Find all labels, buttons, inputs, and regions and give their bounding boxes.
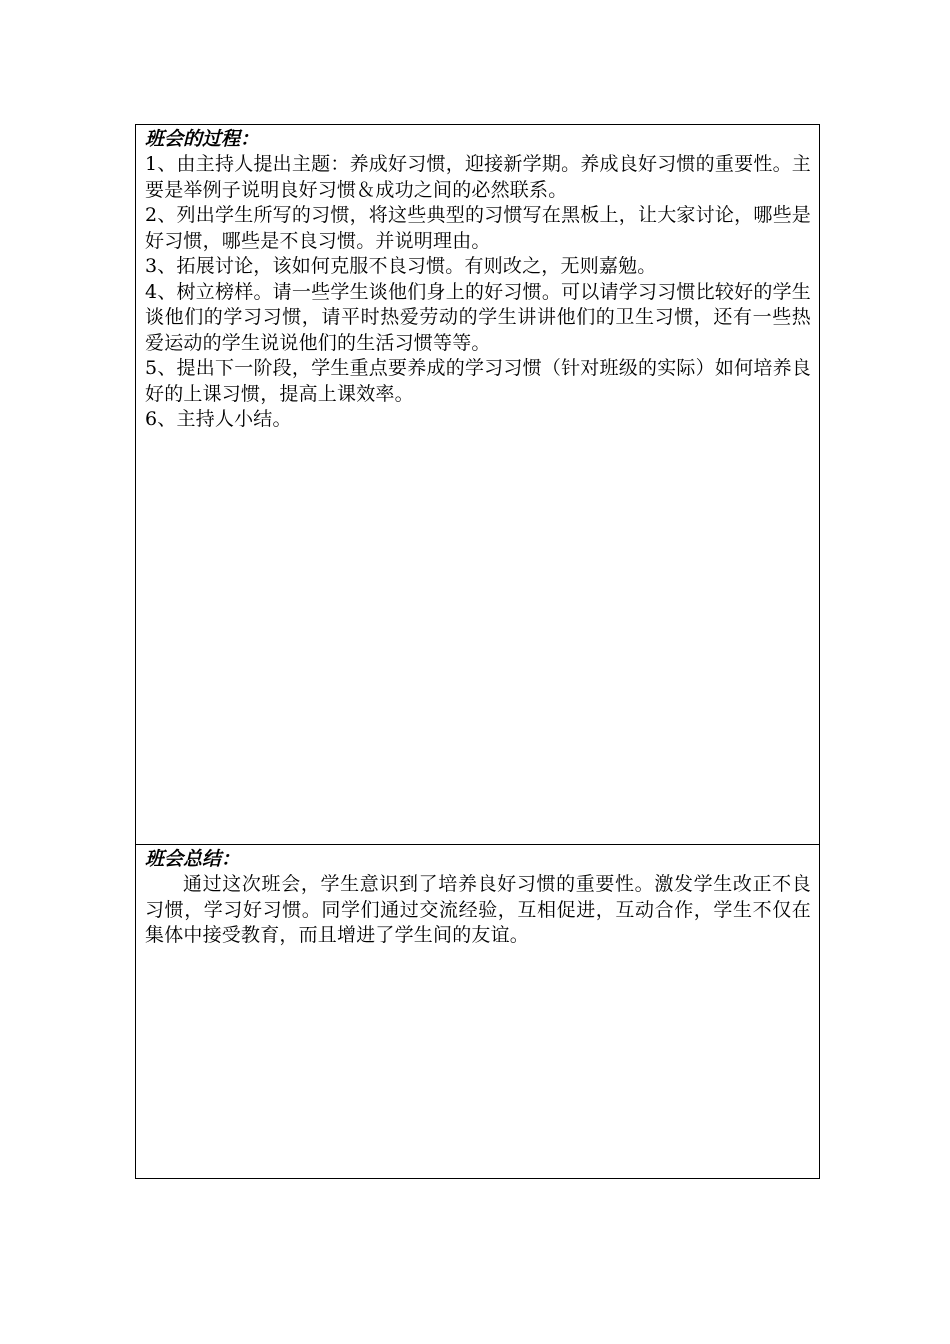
class-meeting-table [135,124,820,1179]
process-item-3: 3、拓展讨论，该如何克服不良习惯。有则改之，无则嘉勉。 [145,255,657,277]
process-heading: 班会的过程： [145,128,260,150]
summary-text: 通过这次班会，学生意识到了培养良好习惯的重要性。激发学生改正不良习惯，学习好习惯。同学们通过交流经验，互相促进，互动合作，学生不仅在集体中接受教育，而且增进了学生间的友谊。 [145,873,811,946]
process-item-4: 4、树立榜样。请一些学生谈他们身上的好习惯。可以请学习习惯比较好的学生谈他们的学习习惯，请平时热爱劳动的学生讲讲他们的卫生习惯，还有一些热爱运动的学生说说他们的生活习惯等等。 [145,280,811,354]
process-item-6: 6、主持人小结。 [145,408,292,430]
process-item-1: 1、由主持人提出主题：养成好习惯，迎接新学期。养成良好习惯的重要性。主要是举例子说明良好习惯＆成功之间的必然联系。 [145,153,811,201]
summary-cell [136,845,819,1178]
process-item-2: 2、列出学生所写的习惯，将这些典型的习惯写在黑板上，让大家讨论，哪些是好习惯，哪些是不良习惯。并说明理由。 [145,204,811,252]
process-item-5: 5、提出下一阶段，学生重点要养成的学习习惯（针对班级的实际）如何培养良好的上课习惯，提高上课效率。 [145,357,811,405]
summary-heading: 班会总结： [145,848,241,870]
process-cell [136,125,819,845]
